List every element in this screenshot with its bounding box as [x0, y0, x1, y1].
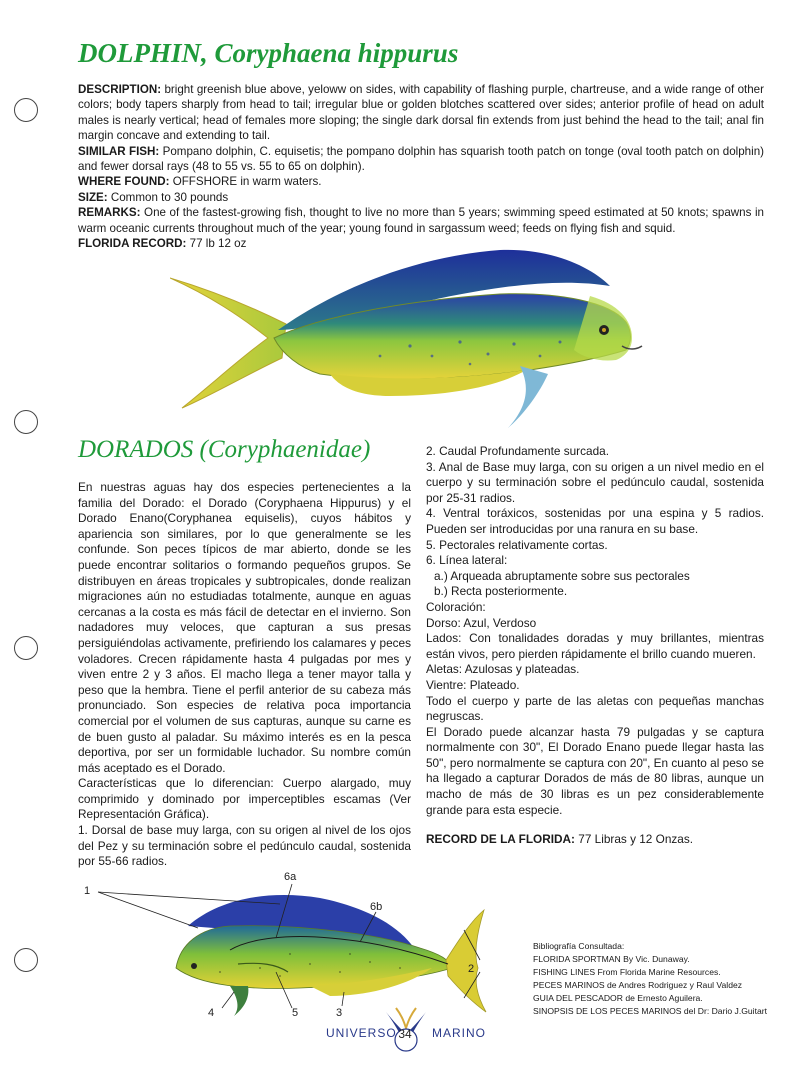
- english-title: DOLPHIN, Coryphaena hippurus: [78, 38, 459, 68]
- logo-word-universo: UNIVERSO: [326, 1026, 397, 1040]
- dorado-anatomy-diagram: [80, 868, 500, 1018]
- aletas-text: Aletas: Azulosas y plateadas.: [426, 662, 580, 677]
- record-florida-paragraph: [426, 832, 764, 848]
- bibliography-entry: PECES MARINOS de Andres Rodriguez y Raul Valdez: [533, 980, 743, 990]
- remarks-label: REMARKS:: [78, 206, 141, 220]
- remarks-paragraph: [78, 205, 764, 236]
- bibliography-entry: FLORIDA SPORTMAN By Vic. Dunaway.: [533, 954, 690, 964]
- record-florida-text: 77 Libras y 12 Onzas.: [574, 832, 694, 847]
- lados-text: Lados: Con tonalidades doradas y muy brillantes, mientras están vivos, pero pierden rápidamente el brillo cuando mueren.: [426, 631, 764, 661]
- binder-hole: [14, 410, 38, 434]
- binder-hole: [14, 948, 38, 972]
- item-5: 5. Pectorales relativamente cortas.: [426, 537, 608, 552]
- size-label: SIZE:: [78, 190, 108, 204]
- diagram-label-1: 1: [84, 885, 91, 897]
- diagram-label-4: 4: [208, 1007, 215, 1018]
- coloracion-heading: Coloración:: [426, 599, 486, 614]
- binder-hole: [14, 98, 38, 122]
- size-text: Common to 30 pounds: [107, 190, 229, 204]
- english-description-block: [78, 82, 764, 251]
- record-florida-label: RECORD DE LA FLORIDA:: [426, 832, 575, 847]
- bibliography-entry: GUIA DEL PESCADOR de Ernesto Aguilera.: [533, 993, 703, 1003]
- bibliography-entry: FISHING LINES From Florida Marine Resources.: [533, 967, 721, 977]
- florida-record-label: FLORIDA RECORD:: [78, 237, 187, 251]
- description-label: DESCRIPTION:: [78, 83, 162, 96]
- dorso-text: Dorso: Azul, Verdoso: [426, 615, 537, 630]
- similar-fish-paragraph: [78, 144, 764, 175]
- bibliography: [533, 940, 803, 1018]
- item-6b: b.) Recta posteriormente.: [434, 584, 568, 599]
- item-2: 2. Caudal Profundamente surcada.: [426, 444, 609, 458]
- spanish-right-column: [426, 444, 764, 848]
- similar-fish-label: SIMILAR FISH:: [78, 144, 160, 158]
- logo-word-marino: MARINO: [432, 1026, 486, 1040]
- universo-marino-logo: [326, 1006, 486, 1058]
- page-number: 34: [398, 1027, 412, 1041]
- diagram-label-2: 2: [468, 963, 475, 975]
- dolphin-fish-illustration: [170, 246, 650, 436]
- item-6: 6. Línea lateral:: [426, 553, 508, 568]
- item-6a: a.) Arqueada abruptamente sobre sus pectorales: [434, 568, 690, 583]
- size-paragraph: [78, 190, 764, 205]
- where-found-paragraph: [78, 174, 764, 189]
- vientre-text: Vientre: Plateado.: [426, 677, 520, 692]
- diagram-label-5: 5: [292, 1007, 299, 1018]
- description-paragraph: [78, 82, 764, 144]
- binder-hole: [14, 636, 38, 660]
- diagram-label-6b: 6b: [370, 901, 383, 913]
- caracteristicas-paragraph: Características que lo diferencian: Cuerpo alargado, muy comprimido y dominado por imperceptibles escamas (Ver Representación Gráfica).: [78, 776, 411, 822]
- remarks-text: One of the fastest-growing fish, thought to live no more than 5 years; swimming speed estimated at 50 knots; spawns in warm oceanic currents throughout much of the year; young found in sargassum weed; feeds on flying fish and squid.: [78, 206, 764, 235]
- item-3: 3. Anal de Base muy larga, con su origen a un nivel medio en el cuerpo y su terminación sobre el pedúnculo caudal, sostenida por 25-31 radios.: [426, 459, 764, 505]
- diagram-label-6a: 6a: [284, 871, 297, 883]
- item-4: 4. Ventral toráxicos, sostenidas por una espina y 5 radios. Pueden ser introducidas por una ranura en su base.: [426, 506, 764, 536]
- spanish-left-column: [78, 480, 411, 870]
- talla-text: El Dorado puede alcanzar hasta 79 pulgadas y se captura normalmente con 30", El Dorado Enano puede llegar hasta las 50", pero normalmente se captura con 20", En cuanto al peso se ha llegado a capturar Dorados de más de 80 libras, aunque un macho de más de 30 libras es un pez considerablemente grande para esta especie.: [426, 724, 764, 817]
- bibliography-heading: Bibliografía Consultada:: [533, 941, 625, 951]
- similar-fish-text: Pompano dolphin, C. equisetis; the pompano dolphin has squarish tooth patch on tonge (oval tooth patch on dolphin) and fewer dorsal rays (48 to 55 vs. 55 to 65 on dolphin).: [78, 144, 764, 174]
- where-found-text: OFFSHORE in warm waters.: [169, 175, 322, 189]
- manchas-text: Todo el cuerpo y parte de las aletas con pequeñas manchas negruscas.: [426, 693, 764, 724]
- diagram-label-3: 3: [336, 1007, 343, 1018]
- bibliography-entry: SINOPSIS DE LOS PECES MARINOS del Dr: Dario J.Guitart: [533, 1006, 768, 1016]
- item-1: 1. Dorsal de base muy larga, con su origen al nivel de los ojos del Pez y su terminación sobre el pedúnculo caudal, sostenida por 55-66 radios.: [78, 823, 411, 869]
- where-found-label: WHERE FOUND:: [78, 175, 170, 189]
- florida-record-text: 77 lb 12 oz: [186, 237, 247, 251]
- description-text: bright greenish blue above, yeloww on sides, with capability of flashing purple, chartreuse, and a wide range of other colors; body tapers sharply from head to tail; irregular blue or golden blotches scattered over sides; anterior profile of head on adult males is nearly vertical; head of females more sloping; the single dark dorsal fin extends from just behind the head to the tail; anal fin margin concave and extending to tail.: [78, 83, 764, 143]
- intro-paragraph: En nuestras aguas hay dos especies pertenecientes a la familia del Dorado: el Dorado (Coryphaena Hippurus) y el Dorado Enano(Coryphanea equiselis), cuyos hábitos y apariencia son similares, por lo que generalmente se les confunde. Son peces típicos de mar abierto, donde se les puede encontrar solitarios o formando pequeños grupos. Se distribuyen en áreas tropicales y subtropicales, donde realizan migraciones aún no estudiadas totalmente, aunque en aguas cercanas a la costa es más fácil de detectar en el invierno. Son nadadores muy veloces, que capturan a sus presas persiguiéndolas activamente, prefiriendo los calamares y peces voladores. Crecen rápidamente hasta 4 pulgadas por mes y viven entre 2 y 3 años. El macho llega a tener mayor talla y peso que la hembra. Tiene el perfil anterior de su cabeza más pronunciado. Son especies de relativa poca importancia comercial por el volumen de sus capturas, aunque su carne es de buen gusto al paladar. Su máximo interés es en la pesca deportiva, por ser un formidable luchador. Su nombre común más aceptado es el Dorado.: [78, 480, 411, 775]
- spanish-title: DORADOS (Coryphaenidae): [78, 436, 371, 463]
